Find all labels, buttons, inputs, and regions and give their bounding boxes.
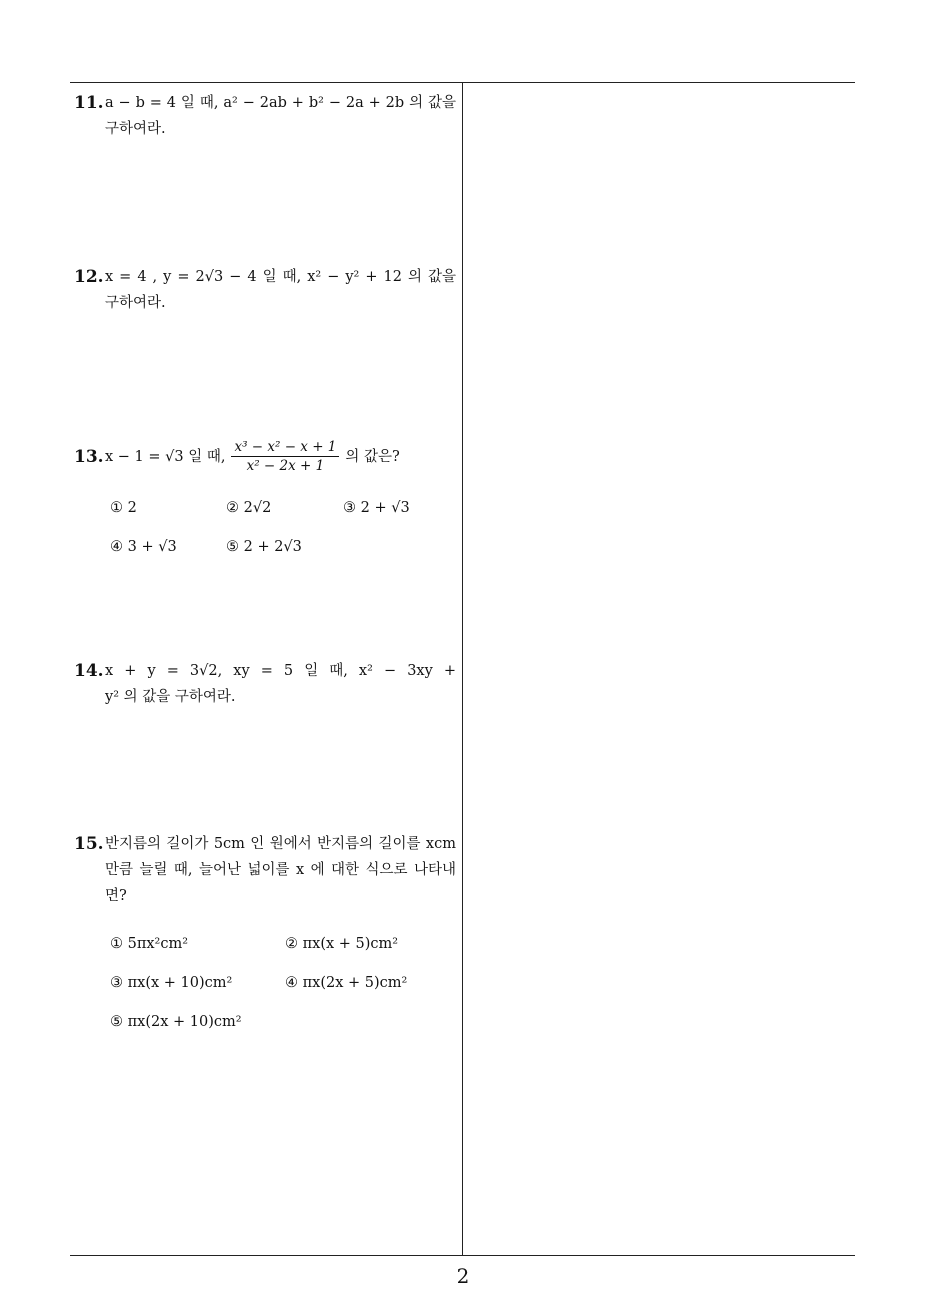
question-text-line1: x = 4 , y = 2√3 − 4 일 때, x² − y² + 12 의 값을 bbox=[105, 269, 456, 285]
question-text-line3: 면? bbox=[105, 888, 127, 904]
question-suffix: 의 값은? bbox=[345, 448, 400, 465]
question-number: 12. bbox=[74, 267, 104, 287]
choice-2[interactable]: ② πx(x + 5)cm² bbox=[285, 936, 399, 952]
question-number: 11. bbox=[74, 93, 104, 113]
question-number: 13. bbox=[74, 446, 104, 467]
fraction bbox=[231, 438, 339, 475]
question-text-line2: 구하여라. bbox=[105, 295, 166, 311]
choice-2[interactable]: ② 2√2 bbox=[226, 500, 272, 516]
choice-4[interactable]: ④ 3 + √3 bbox=[110, 539, 177, 555]
question-text-line1: x + y = 3√2, xy = 5 일 때, x² − 3xy + bbox=[105, 663, 456, 679]
question-text-line2: 구하여라. bbox=[105, 121, 166, 137]
choice-1[interactable]: ① 5πx²cm² bbox=[110, 936, 189, 952]
question-text-line1: a − b = 4 일 때, a² − 2ab + b² − 2a + 2b 의 값을 bbox=[105, 95, 456, 111]
choice-3[interactable]: ③ 2 + √3 bbox=[343, 500, 410, 516]
question-11 bbox=[74, 90, 456, 142]
question-13 bbox=[74, 438, 456, 575]
question-text-line1: 반지름의 길이가 5cm 인 원에서 반지름의 길이를 xcm bbox=[105, 836, 456, 852]
question-text-line2: y² 의 값을 구하여라. bbox=[105, 689, 236, 705]
bottom-rule bbox=[70, 1255, 855, 1256]
question-number: 15. bbox=[74, 834, 104, 854]
page-number: 2 bbox=[456, 1264, 470, 1288]
question-15 bbox=[74, 831, 456, 1051]
question-12 bbox=[74, 264, 456, 316]
question-text-line2: 만큼 늘릴 때, 늘어난 넓이를 x 에 대한 식으로 나타내 bbox=[105, 862, 456, 878]
choice-list bbox=[110, 495, 456, 575]
choice-5[interactable]: ⑤ 2 + 2√3 bbox=[226, 539, 302, 555]
column-divider bbox=[462, 82, 463, 1256]
choice-3[interactable]: ③ πx(x + 10)cm² bbox=[110, 975, 233, 991]
choice-4[interactable]: ④ πx(2x + 5)cm² bbox=[285, 975, 408, 991]
question-prefix: x − 1 = √3 일 때, bbox=[105, 448, 226, 465]
question-14 bbox=[74, 658, 456, 710]
choice-1[interactable]: ① 2 bbox=[110, 500, 137, 516]
choice-5[interactable]: ⑤ πx(2x + 10)cm² bbox=[110, 1014, 242, 1030]
fraction-numerator: x³ − x² − x + 1 bbox=[231, 438, 339, 457]
fraction-denominator: x² − 2x + 1 bbox=[246, 458, 325, 474]
question-number: 14. bbox=[74, 661, 104, 681]
choice-list bbox=[110, 931, 456, 1051]
